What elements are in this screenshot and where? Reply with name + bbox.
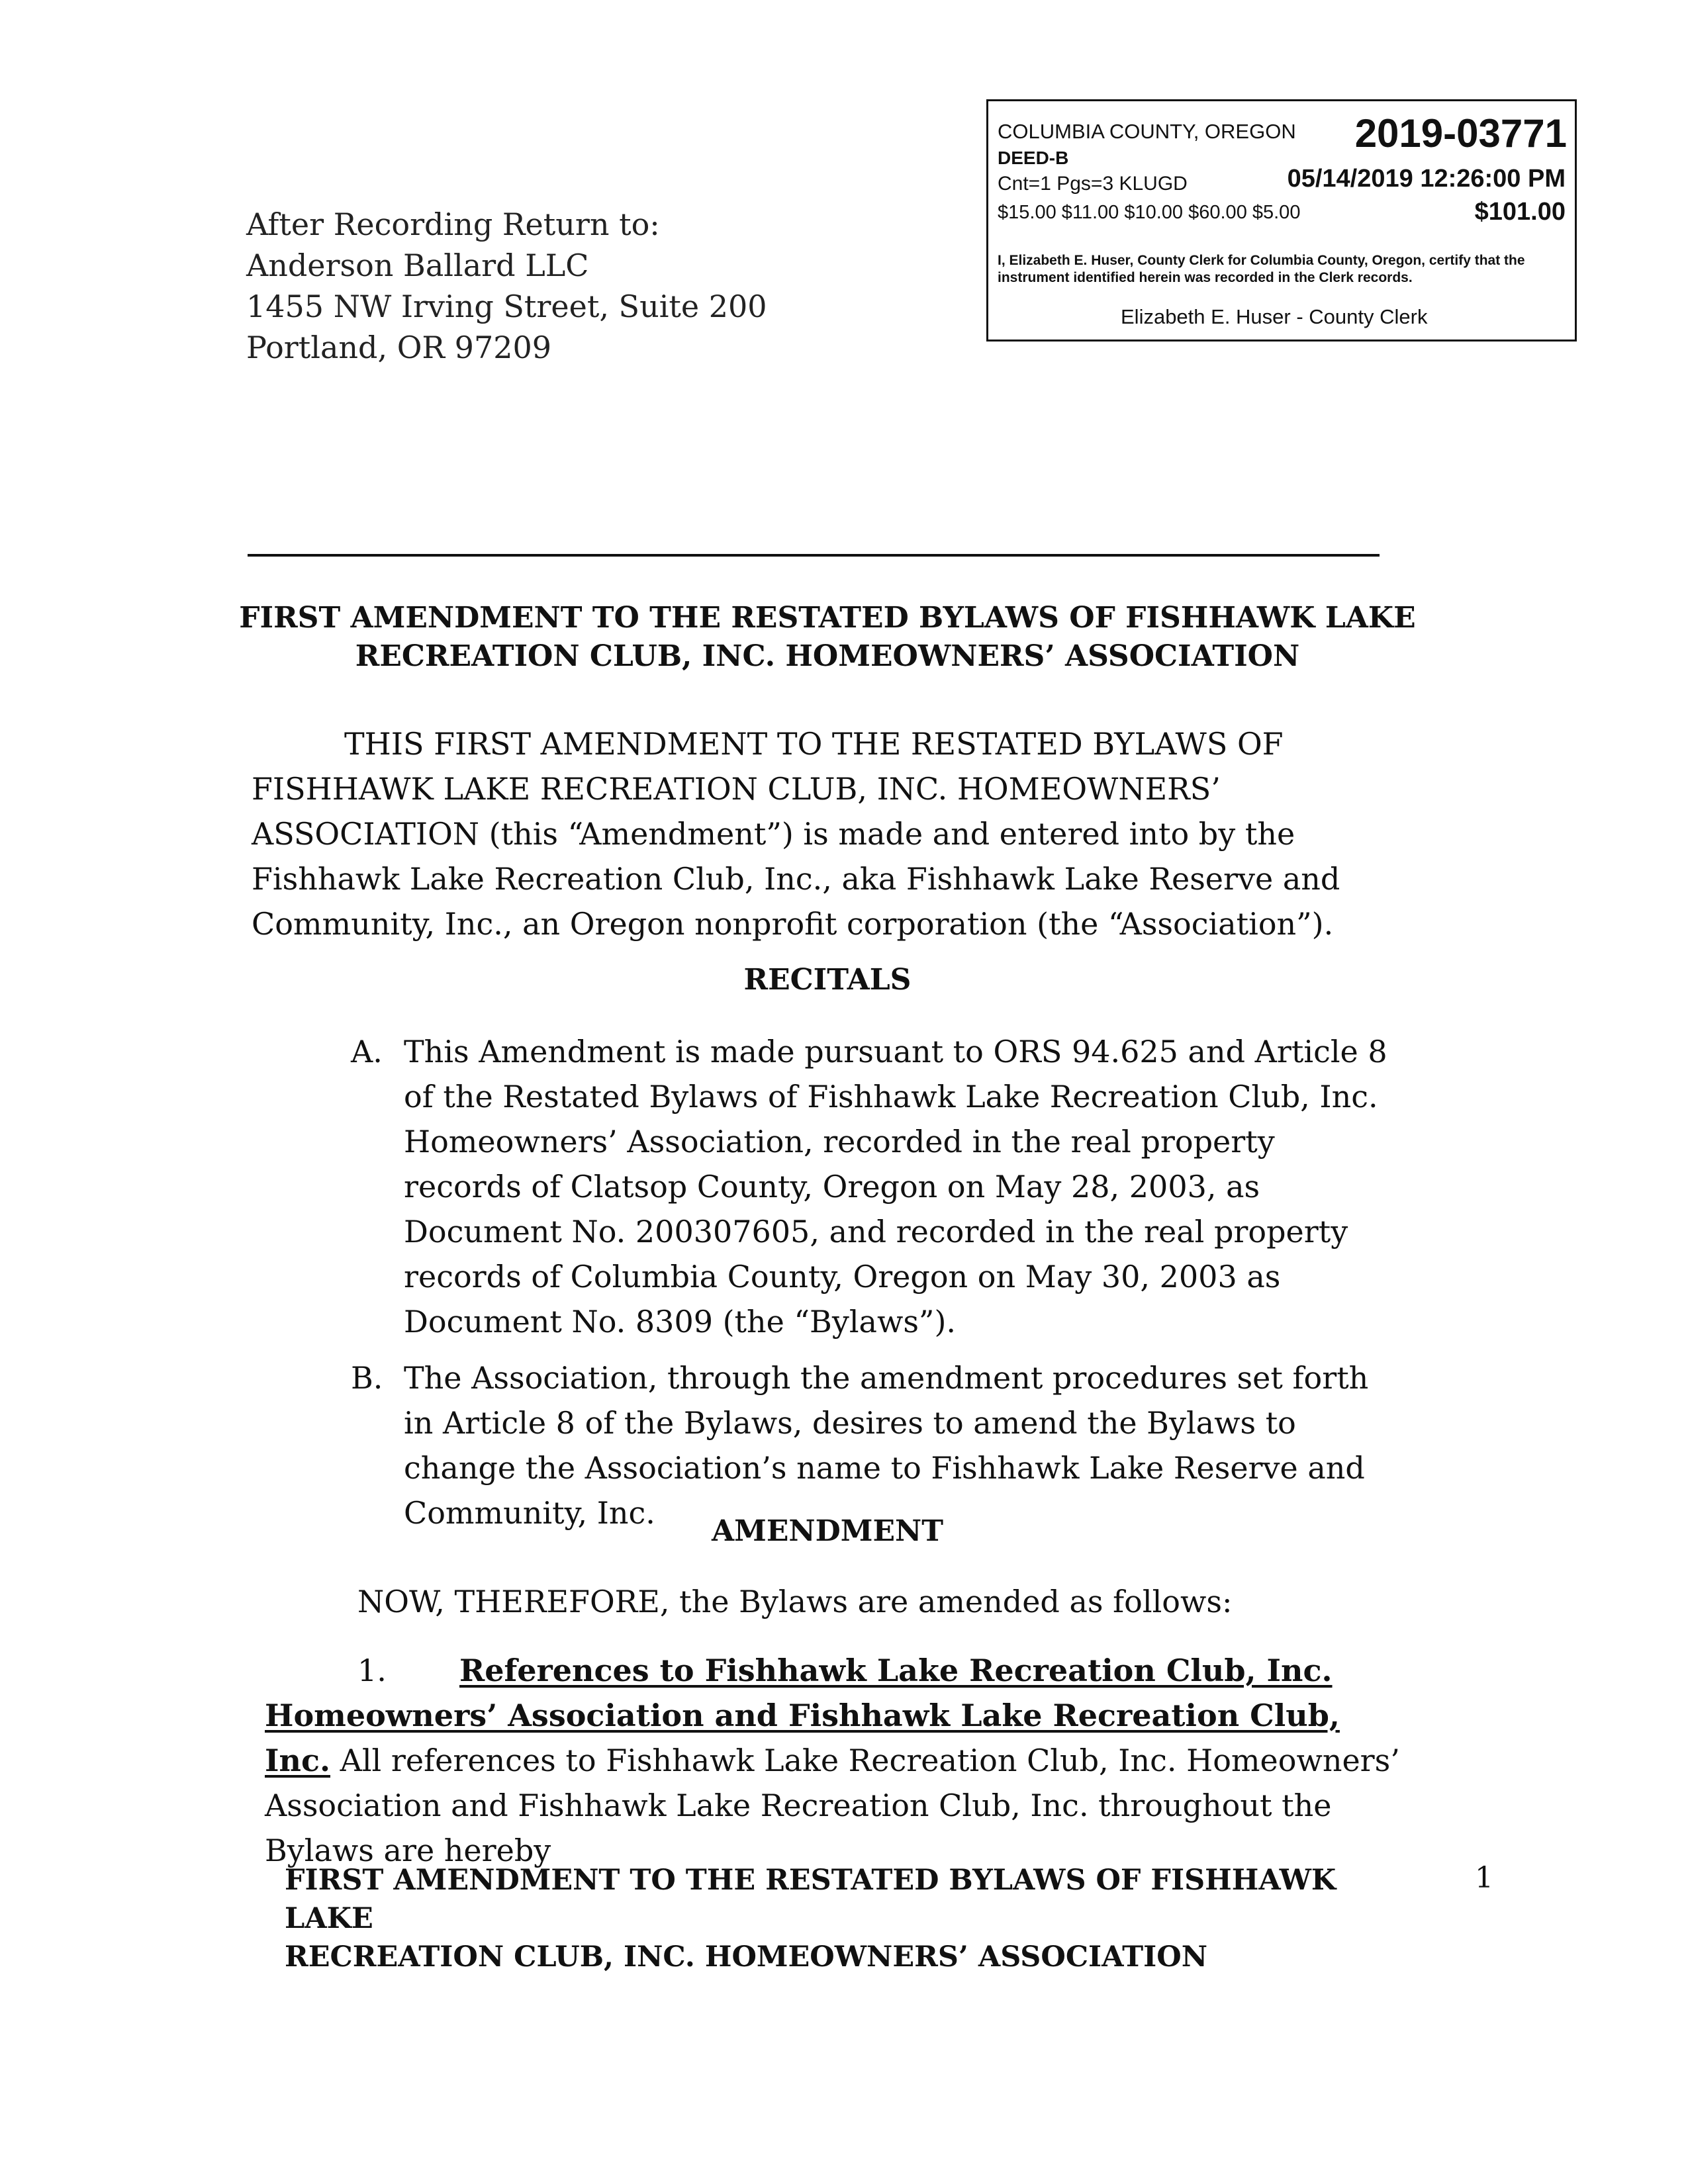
stamp-clerk: Elizabeth E. Huser - County Clerk — [1121, 305, 1428, 328]
amendment-item-number: 1. — [357, 1653, 387, 1688]
document-title-line: RECREATION CLUB, INC. HOMEOWNERS’ ASSOCIATION — [355, 639, 1300, 673]
return-address-line: Portland, OR 97209 — [246, 330, 552, 365]
stamp-fees: $15.00 $11.00 $10.00 $60.00 $5.00 — [998, 202, 1301, 223]
recital-text: This Amendment is made pursuant to ORS 94.625 and Article 8 of the Restated Bylaws of Fishhawk Lake Recreation Club, Inc. Homeowners’ Association, recorded in the real property records of Clatsop County, Oregon on May 28, 2003, as Document No. 200307605, and recorded in the real property records of Columbia County, Oregon on May 30, 2003 as Document No. 8309 (the “Bylaws”). — [404, 1034, 1387, 1340]
recital-item — [351, 1355, 1397, 1535]
stamp-datetime: 05/14/2019 12:26:00 PM — [1287, 165, 1566, 193]
recitals-heading: RECITALS — [743, 963, 912, 997]
amendment-heading: AMENDMENT — [712, 1514, 943, 1548]
stamp-total: $101.00 — [1474, 198, 1566, 226]
recital-letter: A. — [351, 1034, 383, 1069]
recording-stamp — [986, 99, 1577, 341]
document-title-line: FIRST AMENDMENT TO THE RESTATED BYLAWS OF FISHHAWK LAKE — [239, 601, 1416, 635]
stamp-count-pages: Cnt=1 Pgs=3 KLUGD — [998, 173, 1188, 195]
amendment-item-heading: References to Fishhawk Lake Recreation Club, Inc. Homeowners’ Association and Fishhawk Lake Recreation Club, Inc. — [265, 1653, 1340, 1778]
horizontal-rule — [248, 554, 1380, 557]
return-address — [246, 204, 842, 368]
recital-text: The Association, through the amendment procedures set forth in Article 8 of the Bylaws, desires to amend the Bylaws to change the Association’s name to Fishhawk Lake Reserve and Community, Inc. — [404, 1360, 1369, 1531]
footer-title — [285, 1861, 1344, 1976]
document-title — [199, 599, 1456, 676]
stamp-certification: I, Elizabeth E. Huser, County Clerk for Columbia County, Oregon, certify that the instrument identified herein was recorded in the Clerk records. — [998, 253, 1525, 285]
stamp-doc-type: DEED-B — [998, 148, 1069, 168]
recital-item — [351, 1029, 1397, 1344]
page-number: 1 — [1475, 1861, 1493, 1895]
intro-paragraph: THIS FIRST AMENDMENT TO THE RESTATED BYLAWS OF FISHHAWK LAKE RECREATION CLUB, INC. HOMEOWNERS’ ASSOCIATION (this “Amendment”) is made and entered into by the Fishhawk Lake Recreation Club, Inc., aka Fishhawk Lake Reserve and Community, Inc., an Oregon nonprofit corporation (the “Association”). — [252, 726, 1340, 942]
recital-letter: B. — [351, 1360, 383, 1396]
stamp-county: COLUMBIA COUNTY, OREGON — [998, 120, 1296, 143]
footer-title-line: FIRST AMENDMENT TO THE RESTATED BYLAWS OF FISHHAWK LAKE — [285, 1864, 1336, 1935]
stamp-document-number: 2019-03771 — [1354, 111, 1567, 156]
amendment-item — [265, 1648, 1403, 1873]
return-address-line: 1455 NW Irving Street, Suite 200 — [246, 289, 767, 324]
now-therefore-clause: NOW, THEREFORE, the Bylaws are amended as follows: — [357, 1584, 1233, 1619]
footer-title-line: RECREATION CLUB, INC. HOMEOWNERS’ ASSOCIATION — [285, 1940, 1208, 1974]
amendment-item-text: All references to Fishhawk Lake Recreation Club, Inc. Homeowners’ Association and Fishhawk Lake Recreation Club, Inc. throughout the Bylaws are hereby — [265, 1743, 1400, 1868]
return-address-line: Anderson Ballard LLC — [246, 248, 589, 283]
return-address-line: After Recording Return to: — [246, 206, 660, 242]
